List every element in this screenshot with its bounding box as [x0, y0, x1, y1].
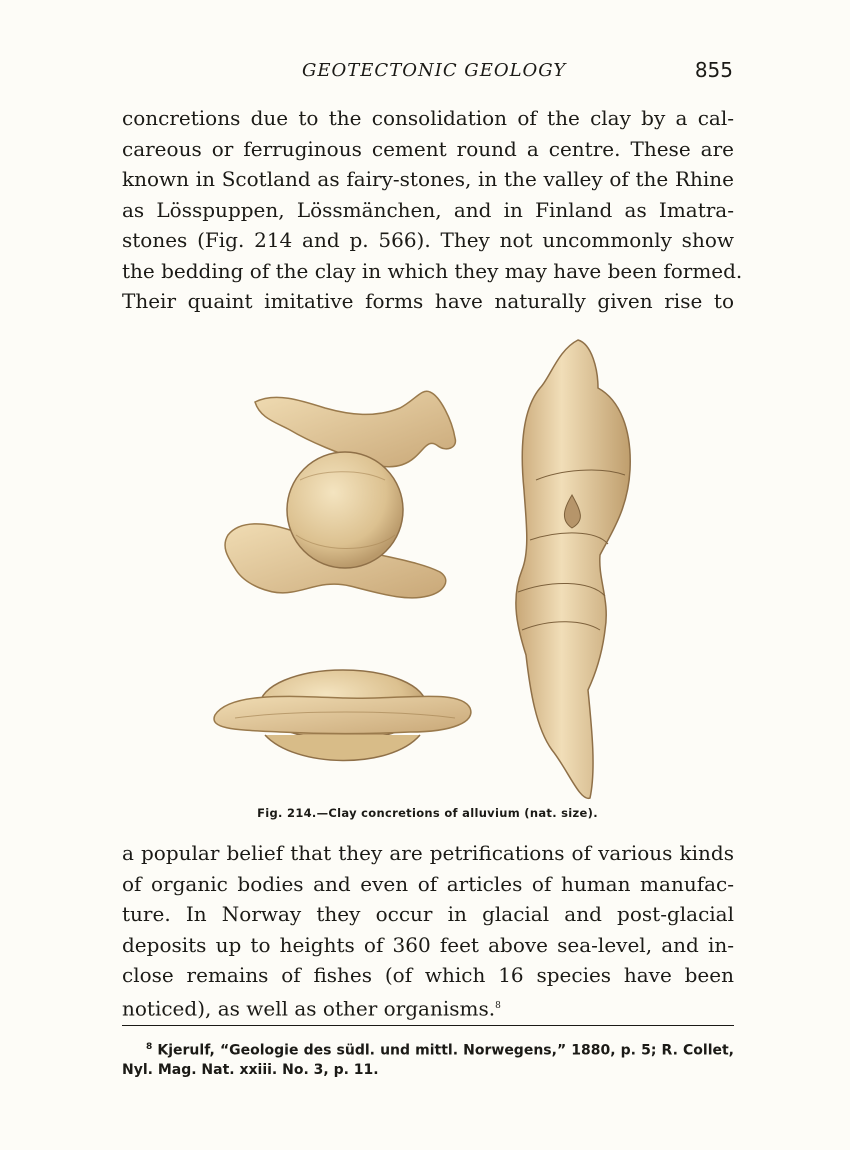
text-line: as Lösspuppen, Lössmänchen, and in Finland as Imatra-: [122, 197, 734, 222]
text-line: deposits up to heights of 360 feet above sea-level, and in-: [122, 932, 734, 957]
page-number: 855: [694, 58, 733, 82]
text-line: the bedding of the clay in which they may have been formed.: [122, 258, 743, 283]
paragraph-bottom: [122, 838, 734, 1024]
footnote-line: Nyl. Mag. Nat. xxiii. No. 3, p. 11.: [122, 1061, 379, 1078]
text-line: a popular belief that they are petrifications of various kinds: [122, 841, 734, 865]
text-line: known in Scotland as fairy-stones, in the valley of the Rhine: [122, 167, 734, 191]
text-line: Their quaint imitative forms have naturally given rise to: [122, 289, 734, 313]
footnote-line: [122, 1038, 734, 1061]
text-line: [122, 991, 734, 1024]
figure-214-illustration: [200, 330, 660, 810]
text-line: close remains of fishes (of which 16 species have been: [122, 963, 734, 987]
figure-caption: Fig. 214.—Clay concretions of alluvium (nat. size).: [257, 806, 598, 820]
text-line: ture. In Norway they occur in glacial and post-glacial: [122, 902, 734, 926]
running-title: GEOTECTONIC GEOLOGY: [302, 60, 567, 81]
figure-shaped-concretion: [516, 340, 630, 798]
text-line-content: noticed), as well as other organisms.: [122, 996, 496, 1021]
footnote: [122, 1038, 734, 1080]
running-head: [120, 58, 735, 84]
bird-shaped-concretion: [225, 391, 455, 598]
text-line: concretions due to the consolidation of the clay by a cal-: [122, 106, 734, 130]
disc-shaped-concretion: [214, 670, 471, 761]
paragraph-top: [122, 103, 743, 317]
footnote-marker: 8: [146, 1042, 153, 1052]
footnote-rule: [122, 1025, 734, 1026]
text-line: careous or ferruginous cement round a centre. These are: [122, 136, 734, 161]
text-line: of organic bodies and even of articles of human manufac-: [122, 871, 734, 896]
text-line: stones (Fig. 214 and p. 566). They not uncommonly show: [122, 228, 734, 252]
footnote-text: Kjerulf, “Geologie des südl. und mittl. Norwegens,” 1880, p. 5; R. Collet,: [157, 1042, 735, 1059]
footnote-reference: 8: [495, 1000, 501, 1011]
